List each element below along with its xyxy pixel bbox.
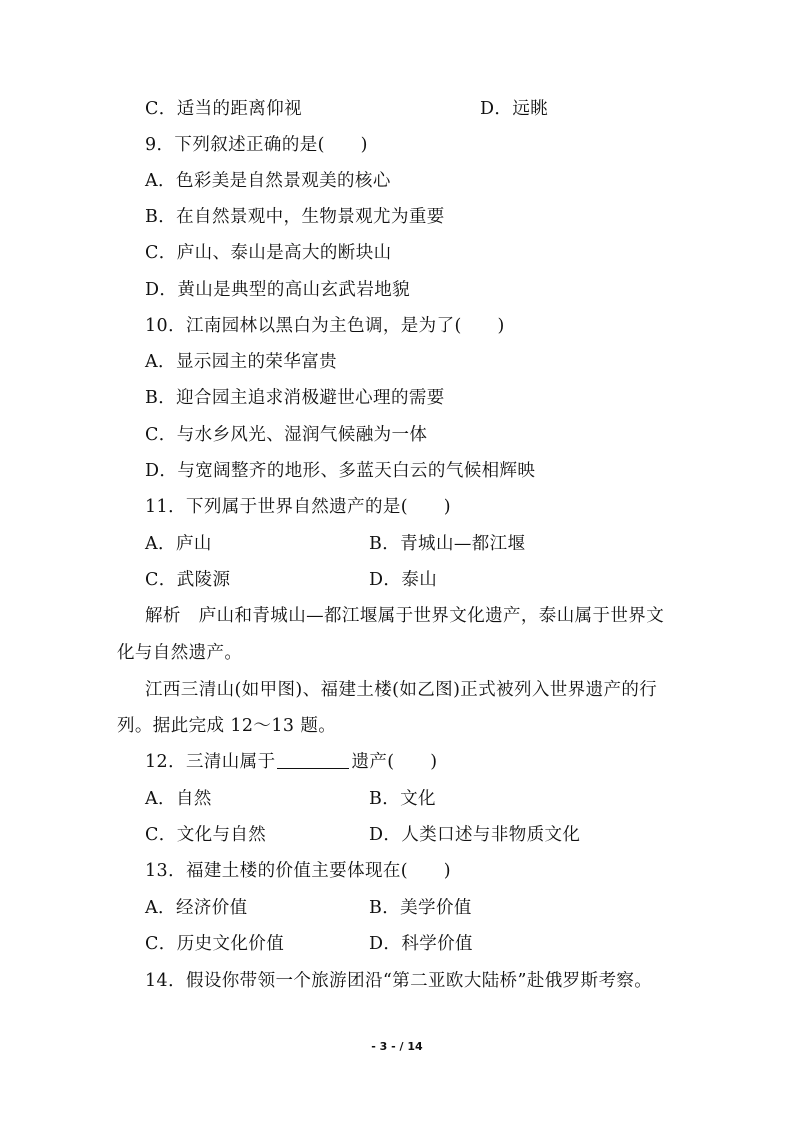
q13-option-a: A．经济价值 bbox=[145, 898, 248, 918]
q13-options-cd bbox=[145, 933, 473, 955]
q13-options-ab bbox=[145, 897, 472, 919]
question-9: 9．下列叙述正确的是( ) bbox=[145, 135, 368, 155]
q9-option-a: A．色彩美是自然景观美的核心 bbox=[145, 171, 391, 191]
page-number: - 3 - / 14 bbox=[371, 1040, 423, 1053]
q12-option-d: D．人类口述与非物质文化 bbox=[369, 825, 581, 845]
q9-option-c: C．庐山、泰山是高大的断块山 bbox=[145, 243, 392, 263]
q10-option-a: A．显示园主的荣华富贵 bbox=[145, 352, 338, 372]
q12-prefix: 12．三清山属于 bbox=[145, 752, 276, 772]
q11-option-d: D．泰山 bbox=[369, 570, 438, 590]
q11-options-ab bbox=[145, 533, 526, 555]
q8-options-cd bbox=[145, 98, 549, 120]
question-12 bbox=[145, 751, 438, 773]
q11-option-b: B．青城山—都江堰 bbox=[369, 534, 526, 554]
option-d: D．远眺 bbox=[480, 99, 549, 119]
q9-option-b: B．在自然景观中，生物景观尤为重要 bbox=[145, 207, 445, 227]
question-10: 10．江南园林以黑白为主色调，是为了( ) bbox=[145, 316, 505, 336]
q12-suffix: 遗产( ) bbox=[351, 752, 438, 772]
intro-line-2: 列。据此完成 12～13 题。 bbox=[117, 716, 337, 736]
q10-option-d: D．与宽阔整齐的地形、多蓝天白云的气候相辉映 bbox=[145, 461, 536, 481]
question-11: 11．下列属于世界自然遗产的是( ) bbox=[145, 497, 452, 517]
analysis-line-1: 解析 庐山和青城山—都江堰属于世界文化遗产，泰山属于世界文 bbox=[145, 606, 665, 626]
q12-option-c: C．文化与自然 bbox=[145, 825, 267, 845]
q10-option-c: C．与水乡风光、湿润气候融为一体 bbox=[145, 425, 428, 445]
q10-option-b: B．迎合园主追求消极避世心理的需要 bbox=[145, 388, 445, 408]
q12-options-ab bbox=[145, 788, 436, 810]
q11-options-cd bbox=[145, 569, 438, 591]
q13-option-d: D．科学价值 bbox=[369, 934, 473, 954]
q11-option-c: C．武陵源 bbox=[145, 570, 231, 590]
intro-line-1: 江西三清山(如甲图)、福建土楼(如乙图)正式被列入世界遗产的行 bbox=[145, 680, 658, 700]
q12-options-cd bbox=[145, 824, 581, 846]
q12-option-b: B．文化 bbox=[369, 789, 436, 809]
q9-option-d: D．黄山是典型的高山玄武岩地貌 bbox=[145, 280, 411, 300]
option-c: C．适当的距离仰视 bbox=[145, 99, 302, 119]
q13-option-c: C．历史文化价值 bbox=[145, 934, 285, 954]
q13-option-b: B．美学价值 bbox=[369, 898, 472, 918]
analysis-line-2: 化与自然遗产。 bbox=[117, 643, 243, 663]
fill-blank bbox=[277, 752, 349, 769]
question-13: 13．福建土楼的价值主要体现在( ) bbox=[145, 861, 452, 881]
q12-option-a: A．自然 bbox=[145, 789, 212, 809]
q11-option-a: A．庐山 bbox=[145, 534, 212, 554]
question-14: 14．假设你带领一个旅游团沿“第二亚欧大陆桥”赴俄罗斯考察。 bbox=[145, 971, 653, 991]
